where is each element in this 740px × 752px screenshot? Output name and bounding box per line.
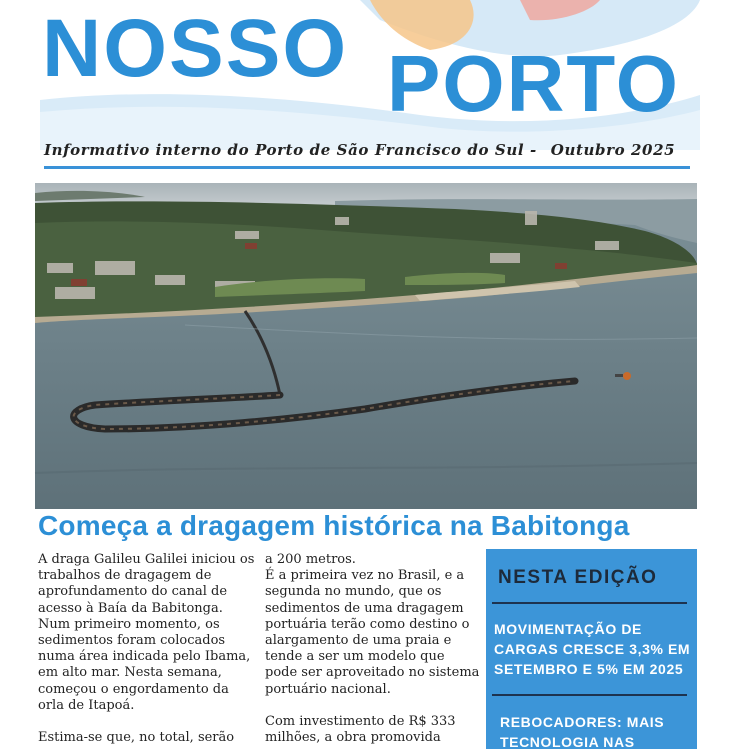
article-paragraph: Com investimento de R$ 333 milhões, a obra promovida bbox=[265, 713, 456, 746]
masthead-title-porto: PORTO bbox=[387, 39, 681, 128]
sidebar-item-tugboats[interactable]: REBOCADORES: MAIS TECNOLOGIA NAS bbox=[500, 714, 665, 750]
aerial-harbor-photo bbox=[35, 183, 697, 509]
article-paragraph: a 200 metros. É a primeira vez no Brasil, e a segunda no mundo, que os sedimentos de uma dragagem portuária terão como destino o alargamento de uma praia e tende a ser um modelo que pode ser aproveitado no sistema portuário nacional. bbox=[265, 552, 480, 697]
sidebar-title: NESTA EDIÇÃO bbox=[498, 567, 658, 588]
sidebar-divider bbox=[492, 694, 687, 696]
masthead-subtitle bbox=[44, 141, 675, 159]
subtitle-text: Informativo interno do Porto de São Francisco do Sul - bbox=[44, 141, 537, 159]
edition-date: Outubro 2025 bbox=[550, 141, 676, 159]
in-this-edition-sidebar bbox=[486, 549, 697, 749]
sidebar-item-cargo[interactable]: MOVIMENTAÇÃO DE CARGAS CRESCE 3,3% EM SETEMBRO E 5% EM 2025 bbox=[494, 621, 691, 677]
article-paragraph: A draga Galileu Galilei iniciou os trabalhos de dragagem de aprofundamento do canal de acesso à Baía da Babitonga. Num primeiro momento, os sedimentos foram colocados numa área indicada pelo Ibama, em alto mar. Nesta semana, começou o engordamento da orla de Itapoá. bbox=[38, 552, 255, 713]
article-headline: Começa a dragagem histórica na Babitonga bbox=[38, 510, 630, 541]
article-paragraph: Estima-se que, no total, serão bbox=[38, 730, 235, 746]
article-column-1 bbox=[38, 552, 258, 746]
masthead bbox=[0, 0, 740, 180]
masthead-divider bbox=[44, 166, 690, 169]
sidebar-divider bbox=[492, 602, 687, 604]
article-column-2 bbox=[265, 552, 480, 746]
masthead-title-nosso: NOSSO bbox=[42, 3, 349, 94]
